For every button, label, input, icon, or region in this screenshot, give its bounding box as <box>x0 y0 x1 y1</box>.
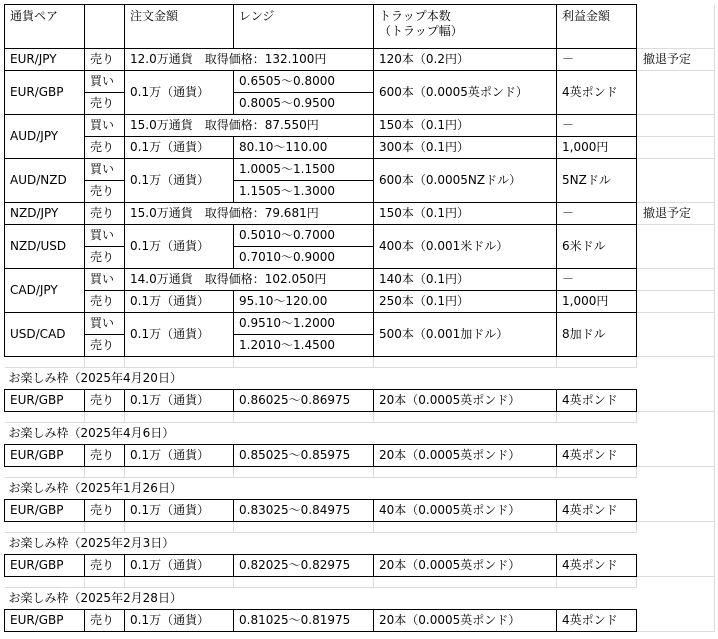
empty-cell <box>234 412 374 423</box>
empty-cell <box>637 368 715 390</box>
profit-cell: 1,000円 <box>557 291 637 313</box>
profit-cell: 6米ドル <box>557 225 637 269</box>
empty-cell <box>637 533 715 555</box>
empty-cell <box>5 357 85 368</box>
traps-cell: 20本（0.0005英ポンド） <box>374 610 557 632</box>
empty-cell <box>5 577 85 588</box>
note-cell <box>637 269 715 291</box>
empty-cell <box>374 467 557 478</box>
amount-cell: 0.1万（通貨） <box>125 225 234 269</box>
profit-cell: 1,000円 <box>557 137 637 159</box>
range-cell: 0.85025～0.85975 <box>234 445 374 467</box>
section-title: お楽しみ枠（2025年4月6日） <box>8 426 175 440</box>
header-range: レンジ <box>234 5 374 49</box>
note-cell <box>637 313 715 357</box>
side-cell: 売り <box>85 203 125 225</box>
note-cell <box>637 71 715 115</box>
table-row <box>5 269 715 291</box>
table-row <box>5 159 715 181</box>
table-row <box>5 203 715 225</box>
traps-cell: 20本（0.0005英ポンド） <box>374 390 557 412</box>
note-cell <box>637 500 715 522</box>
profit-cell: 4英ポンド <box>557 500 637 522</box>
empty-cell <box>85 357 125 368</box>
range-cell: 0.6505～0.8000 <box>234 71 374 93</box>
side-cell: 売り <box>85 137 125 159</box>
note-cell <box>637 5 715 49</box>
pair-cell: EUR/GBP <box>5 555 85 577</box>
table-row <box>5 291 715 313</box>
empty-cell <box>637 357 715 368</box>
empty-cell <box>637 423 715 445</box>
section-title: お楽しみ枠（2025年4月20日） <box>8 371 182 385</box>
empty-cell <box>85 467 125 478</box>
empty-cell <box>557 577 637 588</box>
header-traps-line2: （トラップ幅） <box>379 24 463 38</box>
pair-cell: EUR/GBP <box>5 500 85 522</box>
empty-cell <box>125 412 234 423</box>
side-cell: 売り <box>85 610 125 632</box>
note-cell <box>637 610 715 632</box>
traps-cell: 20本（0.0005英ポンド） <box>374 555 557 577</box>
empty-cell <box>637 478 715 500</box>
header-pair: 通貨ペア <box>5 5 85 49</box>
empty-cell <box>374 357 557 368</box>
table-row <box>5 390 715 412</box>
section-title: お楽しみ枠（2025年2月3日） <box>8 536 175 550</box>
pair-cell: AUD/NZD <box>5 159 85 203</box>
table-row <box>5 555 715 577</box>
range-cell: 95.10～120.00 <box>234 291 374 313</box>
section-title-row <box>5 423 715 445</box>
amount-cell: 0.1万（通貨） <box>125 500 234 522</box>
note-cell <box>637 390 715 412</box>
empty-cell <box>637 577 715 588</box>
note-cell <box>637 115 715 137</box>
header-row <box>5 5 715 49</box>
profit-cell: 5NZドル <box>557 159 637 203</box>
header-traps <box>374 5 557 49</box>
table-row <box>5 71 715 93</box>
traps-cell: 250本（0.1円） <box>374 291 557 313</box>
empty-cell <box>374 522 557 533</box>
table-row <box>5 500 715 522</box>
range-cell: 1.0005～1.1500 <box>234 159 374 181</box>
amount-cell: 0.1万（通貨） <box>125 445 234 467</box>
amount-cell: 15.0万通貨 取得価格：79.681円 <box>125 203 374 225</box>
empty-cell <box>5 467 85 478</box>
section-title-row <box>5 368 715 390</box>
table-row <box>5 225 715 247</box>
traps-cell: 150本（0.1円） <box>374 203 557 225</box>
section-title: お楽しみ枠（2025年2月28日） <box>8 591 182 605</box>
profit-cell: － <box>557 115 637 137</box>
pair-cell: AUD/JPY <box>5 115 85 159</box>
amount-cell: 0.1万（通貨） <box>125 390 234 412</box>
range-cell: 0.83025～0.84975 <box>234 500 374 522</box>
profit-cell: 4英ポンド <box>557 445 637 467</box>
empty-cell <box>125 357 234 368</box>
spacer-row <box>5 467 715 478</box>
table-row <box>5 445 715 467</box>
note-cell <box>637 137 715 159</box>
empty-cell <box>557 412 637 423</box>
header-profit: 利益金額 <box>557 5 637 49</box>
empty-cell <box>557 357 637 368</box>
range-cell: 0.8005～0.9500 <box>234 93 374 115</box>
pair-cell: EUR/GBP <box>5 610 85 632</box>
traps-cell: 120本（0.2円） <box>374 49 557 71</box>
range-cell: 0.86025～0.86975 <box>234 390 374 412</box>
empty-cell <box>557 467 637 478</box>
pair-cell: NZD/USD <box>5 225 85 269</box>
empty-cell <box>125 577 234 588</box>
side-cell: 売り <box>85 390 125 412</box>
side-cell: 売り <box>85 181 125 203</box>
range-cell: 0.81025～0.81975 <box>234 610 374 632</box>
amount-cell: 15.0万通貨 取得価格：87.550円 <box>125 115 374 137</box>
table-body <box>5 5 715 632</box>
spacer-row <box>5 522 715 533</box>
table-row <box>5 610 715 632</box>
amount-cell: 0.1万（通貨） <box>125 555 234 577</box>
side-cell: 売り <box>85 500 125 522</box>
amount-cell: 14.0万通貨 取得価格：102.050円 <box>125 269 374 291</box>
pair-cell: USD/CAD <box>5 313 85 357</box>
note-cell: 撤退予定 <box>637 203 715 225</box>
table-row <box>5 115 715 137</box>
spacer-row <box>5 412 715 423</box>
amount-cell: 0.1万（通貨） <box>125 137 234 159</box>
empty-cell <box>5 412 85 423</box>
empty-cell <box>5 522 85 533</box>
profit-cell: 4英ポンド <box>557 610 637 632</box>
header-amount: 注文金額 <box>125 5 234 49</box>
side-cell: 売り <box>85 555 125 577</box>
empty-cell <box>85 412 125 423</box>
side-cell: 買い <box>85 115 125 137</box>
amount-cell: 0.1万（通貨） <box>125 71 234 115</box>
profit-cell: 4英ポンド <box>557 71 637 115</box>
table-row <box>5 313 715 335</box>
spacer-row <box>5 357 715 368</box>
empty-cell <box>374 577 557 588</box>
section-title-row <box>5 588 715 610</box>
amount-cell: 0.1万（通貨） <box>125 291 234 313</box>
table-row <box>5 137 715 159</box>
note-cell: 撤退予定 <box>637 49 715 71</box>
profit-cell: 4英ポンド <box>557 390 637 412</box>
profit-cell: 4英ポンド <box>557 555 637 577</box>
spacer-row <box>5 577 715 588</box>
range-cell: 80.10～110.00 <box>234 137 374 159</box>
note-cell <box>637 225 715 269</box>
empty-cell <box>234 522 374 533</box>
empty-cell <box>374 412 557 423</box>
side-cell: 売り <box>85 445 125 467</box>
empty-cell <box>637 588 715 610</box>
profit-cell: － <box>557 203 637 225</box>
pair-cell: NZD/JPY <box>5 203 85 225</box>
empty-cell <box>234 357 374 368</box>
amount-cell: 0.1万（通貨） <box>125 159 234 203</box>
side-cell: 買い <box>85 225 125 247</box>
side-cell: 買い <box>85 313 125 335</box>
traps-cell: 500本（0.001加ドル） <box>374 313 557 357</box>
side-cell: 売り <box>85 335 125 357</box>
note-cell <box>637 445 715 467</box>
empty-cell <box>637 522 715 533</box>
range-cell: 0.5010～0.7000 <box>234 225 374 247</box>
traps-cell: 300本（0.1円） <box>374 137 557 159</box>
side-cell: 買い <box>85 269 125 291</box>
profit-cell: － <box>557 269 637 291</box>
side-cell: 売り <box>85 49 125 71</box>
pair-cell: EUR/GBP <box>5 71 85 115</box>
trap-repeat-table <box>4 4 715 632</box>
side-cell: 売り <box>85 247 125 269</box>
profit-cell: － <box>557 49 637 71</box>
traps-cell: 40本（0.0005英ポンド） <box>374 500 557 522</box>
traps-cell: 20本（0.0005英ポンド） <box>374 445 557 467</box>
range-cell: 0.9510～1.2000 <box>234 313 374 335</box>
range-cell: 1.2010～1.4500 <box>234 335 374 357</box>
section-title-row <box>5 478 715 500</box>
traps-cell: 400本（0.001米ドル） <box>374 225 557 269</box>
amount-cell: 0.1万（通貨） <box>125 610 234 632</box>
note-cell <box>637 159 715 203</box>
traps-cell: 140本（0.1円） <box>374 269 557 291</box>
header-side <box>85 5 125 49</box>
empty-cell <box>557 522 637 533</box>
table-row <box>5 49 715 71</box>
note-cell <box>637 291 715 313</box>
note-cell <box>637 555 715 577</box>
profit-cell: 8加ドル <box>557 313 637 357</box>
empty-cell <box>125 522 234 533</box>
empty-cell <box>234 577 374 588</box>
pair-cell: EUR/GBP <box>5 390 85 412</box>
header-traps-line1: トラップ本数 <box>379 9 451 23</box>
empty-cell <box>637 412 715 423</box>
empty-cell <box>85 577 125 588</box>
side-cell: 買い <box>85 71 125 93</box>
amount-cell: 12.0万通貨 取得価格：132.100円 <box>125 49 374 71</box>
amount-cell: 0.1万（通貨） <box>125 313 234 357</box>
empty-cell <box>234 467 374 478</box>
empty-cell <box>125 467 234 478</box>
empty-cell <box>85 522 125 533</box>
side-cell: 売り <box>85 93 125 115</box>
empty-cell <box>637 467 715 478</box>
section-title: お楽しみ枠（2025年1月26日） <box>8 481 182 495</box>
traps-cell: 600本（0.0005英ポンド） <box>374 71 557 115</box>
traps-cell: 600本（0.0005NZドル） <box>374 159 557 203</box>
traps-cell: 150本（0.1円） <box>374 115 557 137</box>
side-cell: 売り <box>85 291 125 313</box>
range-cell: 1.1505～1.3000 <box>234 181 374 203</box>
range-cell: 0.82025～0.82975 <box>234 555 374 577</box>
pair-cell: EUR/JPY <box>5 49 85 71</box>
range-cell: 0.7010～0.9000 <box>234 247 374 269</box>
pair-cell: CAD/JPY <box>5 269 85 313</box>
section-title-row <box>5 533 715 555</box>
side-cell: 買い <box>85 159 125 181</box>
pair-cell: EUR/GBP <box>5 445 85 467</box>
